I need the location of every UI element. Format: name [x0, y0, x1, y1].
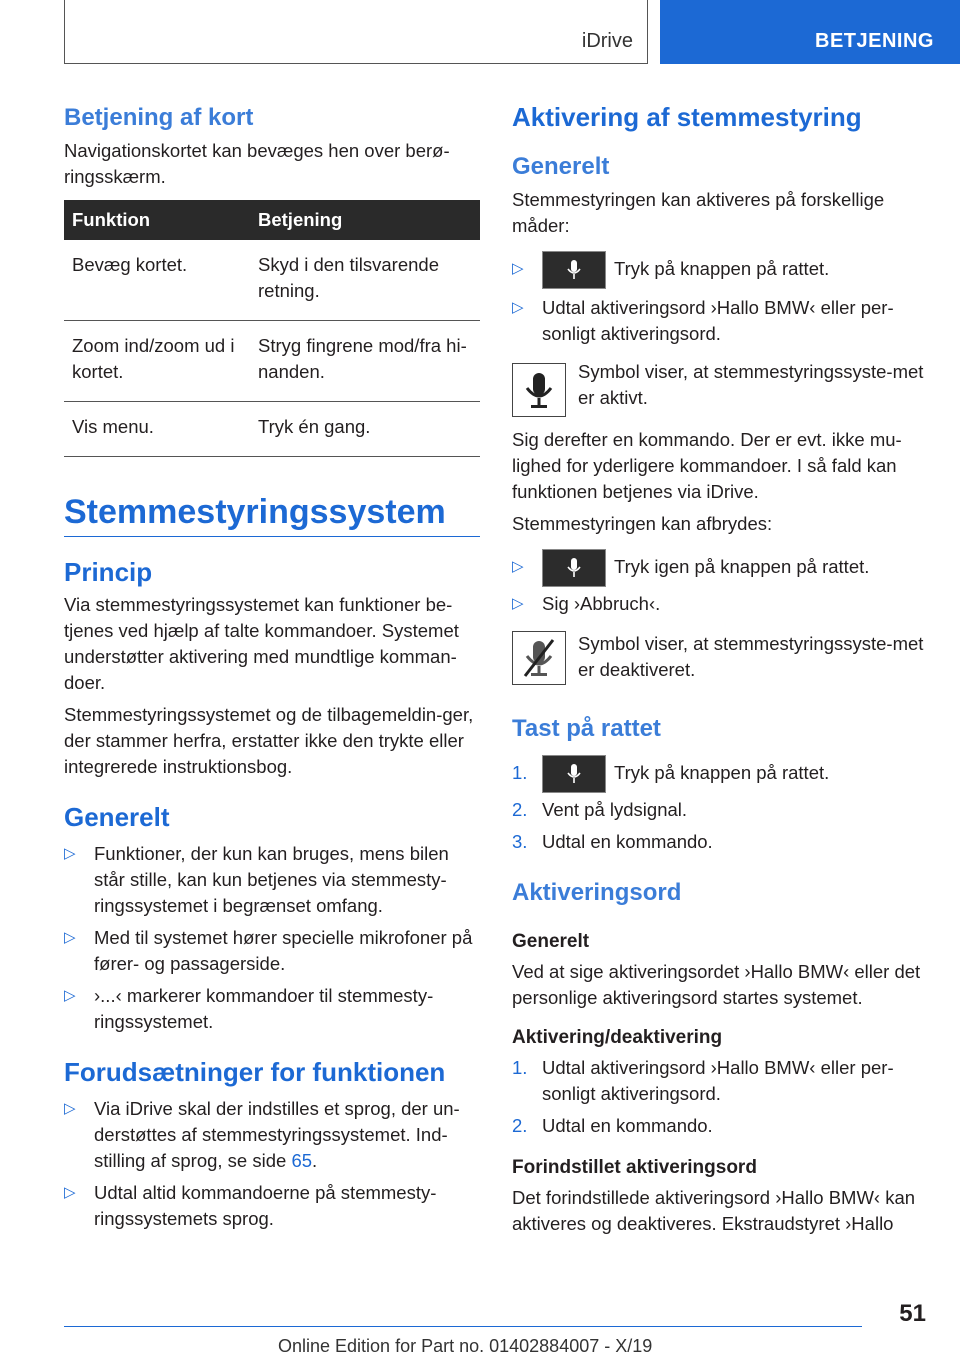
list-item: ▷ Sig ›Abbruch‹.	[512, 591, 930, 617]
list-item: ▷ Med til systemet hører specielle mikrofoner på fører- og passagerside.	[64, 927, 473, 974]
function-table	[64, 200, 480, 457]
betjening-title: Betjening af kort	[64, 104, 254, 131]
table-cell: Stryg fingrene mod/fra hi-nanden.	[250, 321, 480, 402]
sig-paragraph: Sig derefter en kommando. Der er evt. ikke mu-lighed for yderligere kommandoer. I så fald kan funktionen betjenes via iDrive.	[512, 429, 902, 503]
triangle-bullet-icon: ▷	[64, 845, 76, 862]
list-item: 2. Vent på lydsignal.	[512, 799, 688, 821]
forind-title: Forindstillet aktiveringsord	[512, 1157, 757, 1179]
list-item: ▷ ›...‹ markerer kommandoer til stemmesty-ringssystemet.	[64, 985, 434, 1032]
table-cell: Bevæg kortet.	[64, 240, 250, 321]
list-item: ▷ Udtal aktiveringsord ›Hallo BMW‹ eller per-sonligt aktiveringsord.	[512, 297, 894, 345]
header-section-box	[64, 0, 648, 64]
header-chapter-box	[660, 0, 960, 64]
table-cell: Vis menu.	[64, 402, 250, 457]
voice-button-icon	[542, 251, 606, 289]
table-cell: Tryk én gang.	[250, 402, 480, 457]
list-item: 3. Udtal en kommando.	[512, 831, 713, 853]
akt-title: Aktivering af stemmestyring	[512, 102, 862, 132]
list-item: 2. Udtal en kommando.	[512, 1115, 713, 1137]
table-row	[64, 321, 480, 402]
afbryd-paragraph: Stemmestyringen kan afbrydes:	[512, 513, 773, 535]
gen2-title: Generelt	[512, 931, 590, 953]
triangle-bullet-icon: ▷	[64, 929, 76, 946]
header-chapter: BETJENING	[815, 30, 934, 52]
list-item: ▷ Via iDrive skal der indstilles et sprog, der un-derstøttes af stemmestyringssystemet. Ind-stilling af sprog, se side 65.	[64, 1098, 460, 1171]
table-row	[64, 240, 480, 321]
page-number: 51	[899, 1300, 926, 1327]
aktord-title: Aktiveringsord	[512, 879, 682, 907]
triangle-bullet-icon: ▷	[64, 1100, 76, 1117]
header-section: iDrive	[581, 30, 633, 52]
betjening-text: Navigationskortet kan bevæges hen over berø-ringsskærm.	[64, 140, 450, 187]
princip-paragraph: Via stemmestyringssystemet kan funktioner be-tjenes ved hjælp af talte kommandoer. Systemet understøtter aktivering med mundtlige komman-doer.	[64, 594, 459, 693]
table-cell: Zoom ind/zoom ud i kortet.	[64, 321, 250, 402]
princip-paragraph: Stemmestyringssystemet og de tilbagemeldin-ger, der stammer herfra, erstatter ikke den trykte eller integrerede instruktionsbog.	[64, 704, 474, 777]
triangle-bullet-icon: ▷	[64, 987, 76, 1004]
table-row	[64, 402, 480, 457]
table-header: Funktion	[64, 200, 250, 240]
gen-text: Stemmestyringen kan aktiveres på forskellige måder:	[512, 189, 885, 236]
microphone-off-icon	[512, 631, 566, 685]
triangle-bullet-icon: ▷	[512, 299, 524, 317]
list-item: ▷ Tryk igen på knappen på rattet.	[512, 547, 930, 587]
triangle-bullet-icon: ▷	[512, 595, 524, 613]
aktdeakt-title: Aktivering/deaktivering	[512, 1027, 723, 1049]
list-item: ▷ Tryk på knappen på rattet.	[512, 249, 930, 289]
princip-title: Princip	[64, 557, 153, 587]
main-title-block	[64, 493, 480, 537]
forind-text: Det forindstillede aktiveringsord ›Hallo BMW‹ kan aktiveres og deaktiveres. Ekstraudstyret ›Hallo	[512, 1187, 916, 1235]
tast-title: Tast på rattet	[512, 715, 661, 743]
voice-button-icon	[542, 549, 606, 587]
list-item: ▷ Udtal altid kommandoerne på stemmesty-ringssystemets sprog.	[64, 1182, 437, 1229]
right-column	[512, 100, 930, 1237]
voice-button-icon	[542, 755, 606, 793]
triangle-bullet-icon: ▷	[64, 1184, 76, 1201]
list-item: 1. Tryk på knappen på rattet.	[512, 753, 930, 793]
generelt-title: Generelt	[64, 802, 170, 832]
microphone-icon	[512, 363, 566, 417]
forud-title: Forudsætninger for funktionen	[64, 1057, 446, 1087]
gen-title: Generelt	[512, 153, 610, 180]
list-item: ▷ Funktioner, der kun kan bruges, mens bilen står stille, kan kun betjenes via stemmesty-ringssystemet i begrænset omfang.	[64, 843, 449, 916]
table-header-row	[64, 200, 480, 240]
symbol-note-active: Symbol viser, at stemmestyringssyste-met er aktivt.	[512, 359, 930, 417]
table-header: Betjening	[250, 200, 480, 240]
list-item: 1. Udtal aktiveringsord ›Hallo BMW‹ eller per-sonligt aktiveringsord.	[512, 1057, 894, 1105]
triangle-bullet-icon: ▷	[512, 558, 524, 576]
footer-edition: Online Edition for Part no. 01402884007 - X/19	[278, 1336, 653, 1356]
table-cell: Skyd i den tilsvarende retning.	[250, 240, 480, 321]
triangle-bullet-icon: ▷	[512, 260, 524, 277]
left-column	[64, 100, 480, 1232]
main-title: Stemmestyringssystem	[64, 493, 446, 531]
page-link[interactable]: 65	[291, 1150, 313, 1171]
symbol-note-deactivated: Symbol viser, at stemmestyringssyste-met er deaktiveret.	[512, 631, 930, 689]
gen2-text: Ved at sige aktiveringsordet ›Hallo BMW‹ eller det personlige aktiveringsord startes systemet.	[512, 961, 921, 1009]
footer-rule	[64, 1326, 862, 1327]
